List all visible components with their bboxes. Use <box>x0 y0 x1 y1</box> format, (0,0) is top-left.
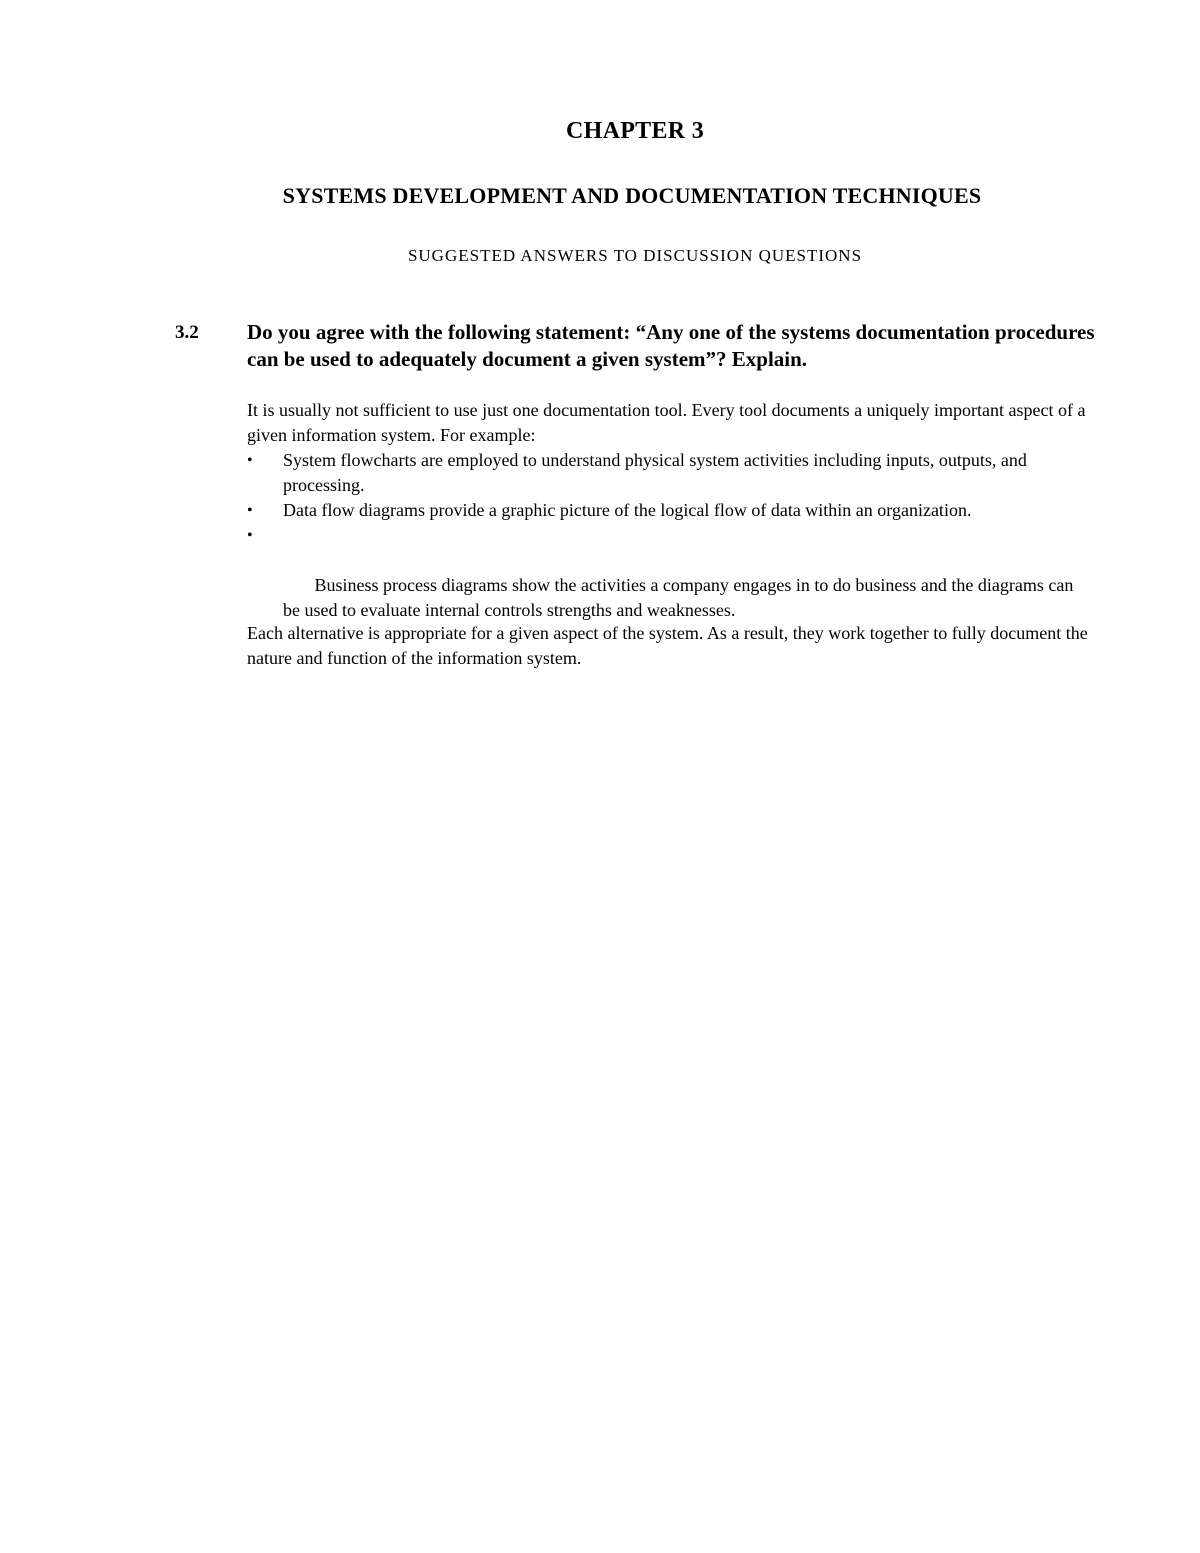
chapter-subtitle: SYSTEMS DEVELOPMENT AND DOCUMENTATION TECHNIQUES <box>282 183 982 208</box>
list-item <box>247 448 1077 498</box>
list-item-text: Data flow diagrams provide a graphic picture of the logical flow of data within an organization. <box>283 500 972 520</box>
chapter-title: CHAPTER 3 <box>565 118 705 144</box>
list-item-text: Business process diagrams show the activities a company engages in to do business and the diagrams can be used to evaluate internal controls strengths and weaknesses. <box>283 575 1078 620</box>
question-number: 3.2 <box>175 322 199 343</box>
list-item <box>247 498 1077 523</box>
answer-intro: It is usually not sufficient to use just one documentation tool. Every tool documents a uniquely important aspect of a given information system. For example: <box>247 400 1086 445</box>
answer-bullet-list <box>247 448 1077 648</box>
bullet-icon: • <box>247 452 253 469</box>
answer-conclusion: Each alternative is appropriate for a given aspect of the system. As a result, they work together to fully document the nature and function of the information system. <box>247 623 1088 668</box>
bullet-icon: • <box>247 502 253 519</box>
list-item-text: System flowcharts are employed to understand physical system activities including inputs, outputs, and processing. <box>283 450 1027 495</box>
section-heading: SUGGESTED ANSWERS TO DISCUSSION QUESTIONS <box>407 246 863 265</box>
bullet-icon: • <box>247 527 253 544</box>
question-text: Do you agree with the following statement: “Any one of the systems documentation procedures can be used to adequately document a given system”? Explain. <box>247 320 1095 371</box>
